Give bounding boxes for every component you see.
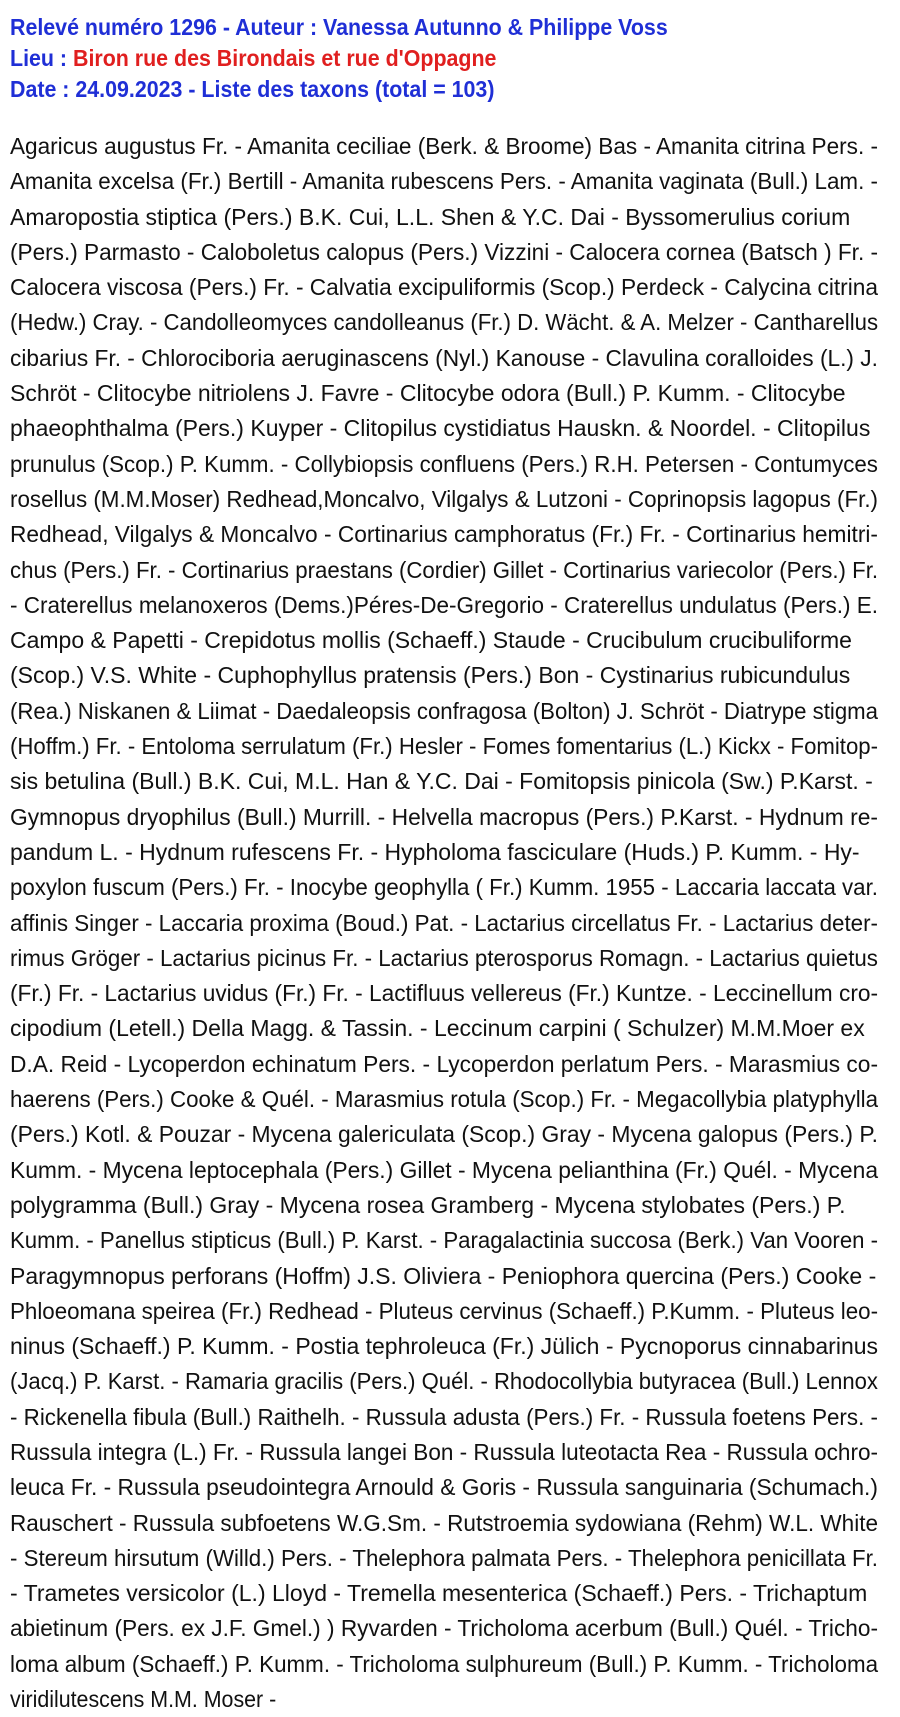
taxa-line: Rauschert - Russula subfoetens W.G.Sm. - Rutstroemia sydowiana (Rehm) W.L. White xyxy=(10,1509,879,1536)
taxa-line: Amaropostia stiptica (Pers.) B.K. Cui, L.L. Shen & Y.C. Dai - Byssomerulius corium xyxy=(10,203,851,230)
taxa-line: cipodium (Letell.) Della Magg. & Tassin. - Leccinum carpini ( Schulzer) M.M.Moer ex xyxy=(10,1015,865,1042)
taxa-line: Amanita excelsa (Fr.) Bertill - Amanita rubescens Pers. - Amanita vaginata (Bull.) Lam. - xyxy=(10,168,878,195)
taxa-list xyxy=(10,129,878,1717)
taxa-line: abietinum (Pers. ex J.F. Gmel.) ) Ryvarden - Tricholoma acerbum (Bull.) Quél. - Tricho- xyxy=(10,1615,878,1642)
taxa-line: - Trametes versicolor (L.) Lloyd - Tremella mesenterica (Schaeff.) Pers. - Trichaptum xyxy=(10,1580,868,1607)
taxa-line: leuca Fr. - Russula pseudointegra Arnould & Goris - Russula sanguinaria (Schumach.) xyxy=(10,1474,878,1501)
taxa-line: rosellus (M.M.Moser) Redhead,Moncalvo, Vilgalys & Lutzoni - Coprinopsis lagopus (Fr.) xyxy=(10,485,879,512)
taxa-line: Phloeomana speirea (Fr.) Redhead - Pluteus cervinus (Schaeff.) P.Kumm. - Pluteus leo- xyxy=(10,1297,879,1324)
taxa-line: polygramma (Bull.) Gray - Mycena rosea Gramberg - Mycena stylobates (Pers.) P. xyxy=(10,1191,846,1218)
taxa-line: ninus (Schaeff.) P. Kumm. - Postia tephroleuca (Fr.) Jülich - Pycnoporus cinnabarinus xyxy=(10,1333,879,1360)
taxa-line: Calocera viscosa (Pers.) Fr. - Calvatia excipuliformis (Scop.) Perdeck - Calycina citrina xyxy=(10,274,878,301)
document-page xyxy=(10,12,878,1717)
taxa-line: viridilutescens M.M. Moser - xyxy=(10,1686,277,1713)
taxa-line: Paragymnopus perforans (Hoffm) J.S. Oliviera - Peniophora quercina (Pers.) Cooke - xyxy=(10,1262,877,1289)
taxa-line: Kumm. - Mycena leptocephala (Pers.) Gillet - Mycena pelianthina (Fr.) Quél. - Mycena xyxy=(10,1156,879,1183)
location-value: Biron rue des Birondais et rue d'Oppagne xyxy=(72,45,497,71)
taxa-line: sis betulina (Bull.) B.K. Cui, M.L. Han & Y.C. Dai - Fomitopsis pinicola (Sw.) P.Karst. - xyxy=(10,768,873,795)
taxa-line: D.A. Reid - Lycoperdon echinatum Pers. - Lycoperdon perlatum Pers. - Marasmius co- xyxy=(10,1050,879,1077)
report-title: Relevé numéro 1296 - Auteur : Vanessa Autunno & Philippe Voss xyxy=(10,14,668,40)
taxa-line: Gymnopus dryophilus (Bull.) Murrill. - Helvella macropus (Pers.) P.Karst. - Hydnum re- xyxy=(10,803,879,830)
taxa-line: (Hedw.) Cray. - Candolleomyces candolleanus (Fr.) D. Wächt. & A. Melzer - Cantharellus xyxy=(10,309,879,336)
taxa-line: Russula integra (L.) Fr. - Russula langei Bon - Russula luteotacta Rea - Russula ochro- xyxy=(10,1438,879,1465)
taxa-line: poxylon fuscum (Pers.) Fr. - Inocybe geophylla ( Fr.) Kumm. 1955 - Laccaria laccata var. xyxy=(10,874,878,901)
taxa-line: (Hoffm.) Fr. - Entoloma serrulatum (Fr.) Hesler - Fomes fomentarius (L.) Kickx - Fomitop- xyxy=(10,733,878,760)
taxa-line: chus (Pers.) Fr. - Cortinarius praestans (Cordier) Gillet - Cortinarius variecolor (Pers.) Fr. xyxy=(10,556,879,583)
taxa-line: - Craterellus melanoxeros (Dems.)Péres-De-Gregorio - Craterellus undulatus (Pers.) E. xyxy=(10,591,878,618)
taxa-line: Redhead, Vilgalys & Moncalvo - Cortinarius camphoratus (Fr.) Fr. - Cortinarius hemitri- xyxy=(10,521,879,548)
taxa-line: prunulus (Scop.) P. Kumm. - Collybiopsis confluens (Pers.) R.H. Petersen - Contumyces xyxy=(10,450,878,477)
taxa-line: affinis Singer - Laccaria proxima (Boud.) Pat. - Lactarius circellatus Fr. - Lactarius deter- xyxy=(10,909,878,936)
location-line xyxy=(10,43,817,74)
taxa-line: Kumm. - Panellus stipticus (Bull.) P. Karst. - Paragalactinia succosa (Berk.) Van Vooren - xyxy=(10,1227,879,1254)
taxa-line: (Rea.) Niskanen & Liimat - Daedaleopsis confragosa (Bolton) J. Schröt - Diatrype stigma xyxy=(10,697,878,724)
taxa-line: - Stereum hirsutum (Willd.) Pers. - Thelephora palmata Pers. - Thelephora penicillata Fr. xyxy=(10,1544,879,1571)
taxa-line: (Jacq.) P. Karst. - Ramaria gracilis (Pers.) Quél. - Rhodocollybia butyracea (Bull.) Lennox xyxy=(10,1368,878,1395)
date-and-total-line: Date : 24.09.2023 - Liste des taxons (total = 103) xyxy=(10,76,495,102)
taxa-line: (Scop.) V.S. White - Cuphophyllus pratensis (Pers.) Bon - Cystinarius rubicundulus xyxy=(10,662,851,689)
taxa-line: cibarius Fr. - Chlorociboria aeruginascens (Nyl.) Kanouse - Clavulina coralloides (L.) J. xyxy=(10,344,878,371)
taxa-line: haerens (Pers.) Cooke & Quél. - Marasmius rotula (Scop.) Fr. - Megacollybia platyphylla xyxy=(10,1086,879,1113)
taxa-line: Campo & Papetti - Crepidotus mollis (Schaeff.) Staude - Crucibulum crucibuliforme xyxy=(10,627,852,654)
taxa-line: pandum L. - Hydnum rufescens Fr. - Hypholoma fasciculare (Huds.) P. Kumm. - Hy- xyxy=(10,838,860,865)
taxa-line: phaeophthalma (Pers.) Kuyper - Clitopilus cystidiatus Hauskn. & Noordel. - Clitopilus xyxy=(10,415,871,442)
location-label: Lieu : xyxy=(10,45,73,71)
taxa-line: (Pers.) Parmasto - Caloboletus calopus (Pers.) Vizzini - Calocera cornea (Batsch ) Fr. - xyxy=(10,238,879,265)
taxa-line: Schröt - Clitocybe nitriolens J. Favre - Clitocybe odora (Bull.) P. Kumm. - Clitocybe xyxy=(10,380,846,407)
taxa-line: - Rickenella fibula (Bull.) Raithelh. - Russula adusta (Pers.) Fr. - Russula foetens Pers. - xyxy=(10,1403,878,1430)
taxa-line: loma album (Schaeff.) P. Kumm. - Tricholoma sulphureum (Bull.) P. Kumm. - Tricholoma xyxy=(10,1650,879,1677)
report-header xyxy=(10,12,878,105)
taxa-line: Agaricus augustus Fr. - Amanita ceciliae (Berk. & Broome) Bas - Amanita citrina Pers. - xyxy=(10,133,879,159)
taxa-line: (Fr.) Fr. - Lactarius uvidus (Fr.) Fr. - Lactifluus vellereus (Fr.) Kuntze. - Leccinellum cro- xyxy=(10,980,879,1007)
taxa-line: rimus Gröger - Lactarius picinus Fr. - Lactarius pterosporus Romagn. - Lactarius quietus xyxy=(10,944,878,971)
taxa-line: (Pers.) Kotl. & Pouzar - Mycena galericulata (Scop.) Gray - Mycena galopus (Pers.) P. xyxy=(10,1121,879,1148)
